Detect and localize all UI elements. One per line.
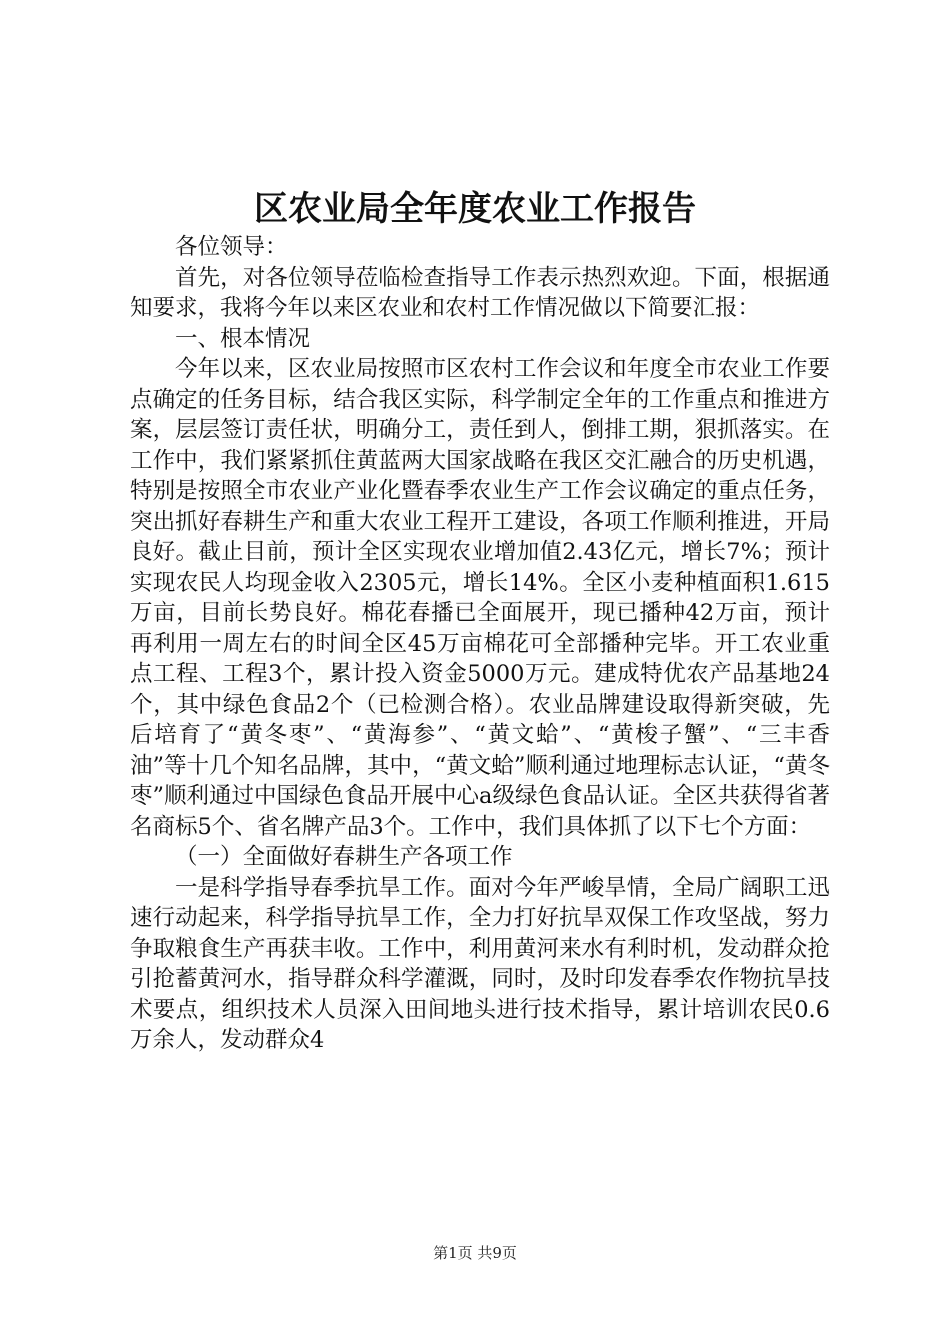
drought-paragraph: 一是科学指导春季抗旱工作。面对今年严峻旱情，全局广阔职工迅速行动起来，科学指导抗旱工作，全力打好抗旱双保工作攻坚战，努力争取粮食生产再获丰收。工作中，利用黄河来水有利时机，发动群众抢引抢蓄黄河水，指导群众科学灌溉，同时，及时印发春季农作物抗旱技术要点，组织技术人员深入田间地头进行技术指导，累计培训农民0.6万余人，发动群众4	[130, 874, 830, 1053]
document-title: 区农业局全年度农业工作报告	[254, 189, 696, 229]
subsection-heading: （一）全面做好春耕生产各项工作	[175, 844, 513, 870]
intro-paragraph: 首先，对各位领导莅临检查指导工作表示热烈欢迎。下面，根据通知要求，我将今年以来区农业和农村工作情况做以下简要汇报：	[130, 264, 830, 321]
section-heading: 一、根本情况	[175, 325, 311, 352]
overview-paragraph: 今年以来，区农业局按照市区农村工作会议和年度全市农业工作要点确定的任务目标，结合我区实际，科学制定全年的工作重点和推进方案，层层签订责任状，明确分工，责任到人，倒排工期，狠抓落实。在工作中，我们紧紧抓住黄蓝两大国家战略在我区交汇融合的历史机遇，特别是按照全市农业产业化暨春季农业生产工作会议确定的重点任务，突出抓好春耕生产和重大农业工程开工建设，各项工作顺利推进，开局良好。截止目前，预计全区实现农业增加值2.43亿元，增长7%；预计实现农民人均现金收入2305元，增长14%。全区小麦种植面积1.615万亩，目前长势良好。棉花春播已全面展开，现已播种42万亩，预计再利用一周左右的时间全区45万亩棉花可全部播种完毕。开工农业重点工程、工程3个，累计投入资金5000万元。建成特优农产品基地24个，其中绿色食品2个（已检测合格）。农业品牌建设取得新突破，先后培育了“黄冬枣”、“黄海参”、“黄文蛤”、“黄梭子蟹”、“三丰香油”等十几个知名品牌，其中，“黄文蛤”顺利通过地理标志认证，“黄冬枣”顺利通过中国绿色食品开展中心a级绿色食品认证。全区共获得省著名商标5个、省名牌产品3个。工作中，我们具体抓了以下七个方面：	[130, 356, 830, 840]
document-body	[130, 232, 830, 1056]
salutation: 各位领导：	[175, 234, 288, 260]
page-number-footer: 第1页 共9页	[433, 1244, 517, 1262]
